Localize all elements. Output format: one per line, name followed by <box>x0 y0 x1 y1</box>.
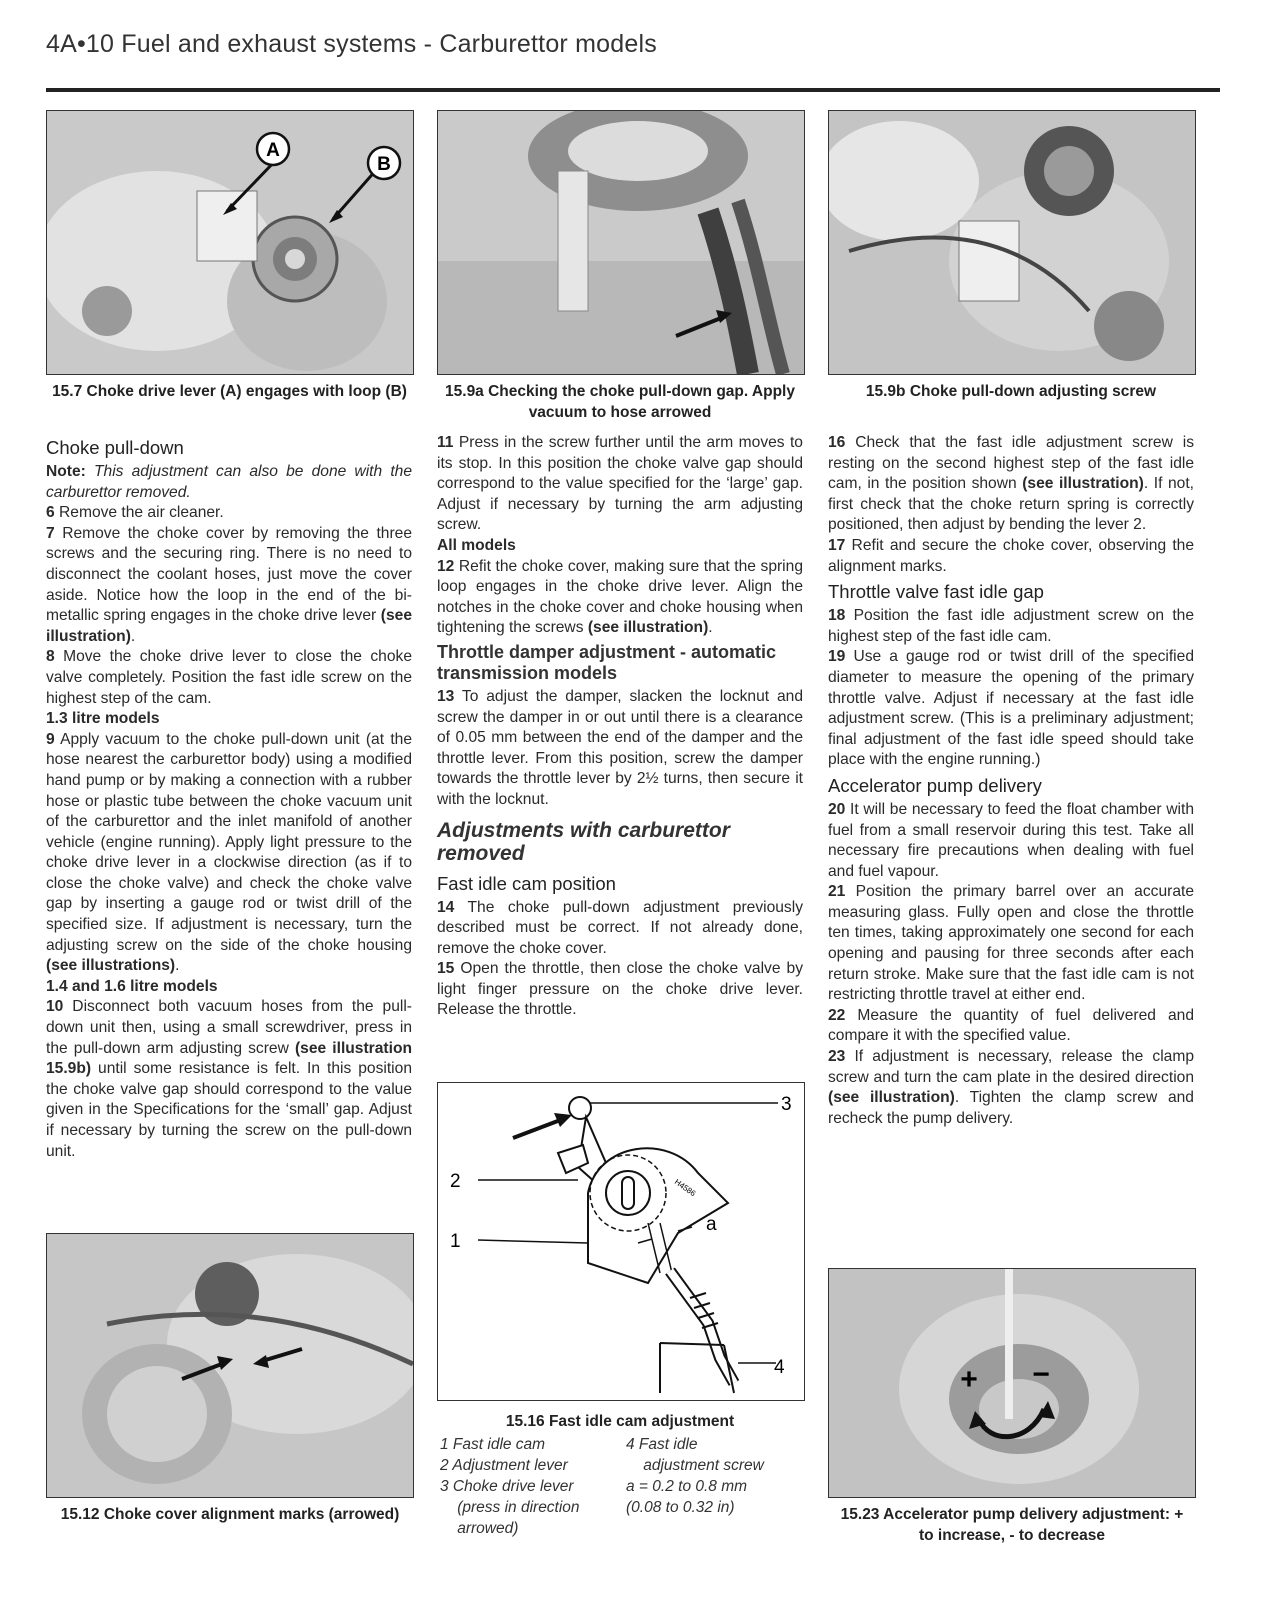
para-20 <box>828 800 1194 882</box>
para-text: Position the fast idle adjustment screw on the highest step of the fast idle cam. <box>828 607 1194 645</box>
label-1: 1 <box>450 1231 461 1252</box>
para-text: Open the throttle, then close the choke valve by light finger pressure on the choke drive lever. Release the throttle. <box>437 960 803 1019</box>
legend-item: (0.08 to 0.32 in) <box>626 1499 735 1516</box>
photo-15-23 <box>828 1268 1196 1498</box>
para-text: Use a gauge rod or twist drill of the specified diameter to measure the opening of the primary throttle valve. Adjust if necessary at the fast idle adjustment screw. (This is a preliminary adjustment; final adjustment of the fast idle speed should take place with the engine running.) <box>828 648 1194 769</box>
para-7 <box>46 524 412 648</box>
para-text: Apply vacuum to the choke pull-down unit (at the hose nearest the carburettor body) using a modified hand pump or by making a connection with a rubber hose or plastic tube between the choke vacuum unit of the carburettor and the inlet manifold of another vehicle (engine running). Apply light pressure to the choke drive lever in a clockwise direction (as if to close the choke valve) and check the choke valve gap by inserting a gauge rod or twist drill of the specified size. If adjustment is necessary, turn the adjusting screw on the side of the choke housing <box>46 730 412 954</box>
see-illustration-ref: (see illustration) <box>46 607 412 645</box>
heading-throttle-valve-gap: Throttle valve fast idle gap <box>828 581 1044 603</box>
para-text: Remove the choke cover by removing the three screws and the securing ring. There is no need to disconnect the coolant hoses, just move the cover aside. Notice how the loop in the end of the bi-metallic spring engages in the choke drive lever <box>46 524 412 625</box>
para-text: Measure the quantity of fuel delivered and compare it with the specified value. <box>828 1006 1194 1045</box>
label-4: 4 <box>774 1357 785 1378</box>
label-b: B <box>377 154 391 175</box>
column-3 <box>828 433 1194 1129</box>
para-text: Remove the air cleaner. <box>54 504 224 522</box>
para-10 <box>46 997 412 1162</box>
caption-15-23: 15.23 Accelerator pump delivery adjustment: + to increase, - to decrease <box>840 1506 1184 1544</box>
para-text: The choke pull-down adjustment previously described must be correct. If not already done, remove the choke cover. <box>437 898 803 957</box>
para-8 <box>46 647 412 709</box>
para-text-end: . If not, first check that the choke return spring is correctly positioned, then adjust by bending the lever 2. <box>828 475 1194 534</box>
para-14 <box>437 898 803 960</box>
para-number: 7 <box>46 524 55 542</box>
para-17 <box>828 536 1194 577</box>
legend-15-16-right <box>626 1434 806 1518</box>
column-1 <box>46 433 412 1162</box>
label-3: 3 <box>781 1094 792 1115</box>
para-19 <box>828 647 1194 771</box>
legend-item: a = 0.2 to 0.8 mm <box>626 1478 748 1495</box>
legend-item: 2 Adjustment lever <box>440 1457 568 1474</box>
para-number: 18 <box>828 607 846 625</box>
para-13 <box>437 687 803 811</box>
legend-item: 1 Fast idle cam <box>440 1436 546 1453</box>
caption-15-12: 15.12 Choke cover alignment marks (arrowed) <box>60 1506 400 1523</box>
label-a: a <box>706 1214 717 1235</box>
para-number: 21 <box>828 883 846 901</box>
legend-item: adjustment screw <box>626 1457 764 1474</box>
caption-15-9b: 15.9b Choke pull-down adjusting screw <box>865 383 1157 400</box>
para-6 <box>46 503 412 524</box>
para-text: Position the primary barrel over an accurate measuring glass. Fully open and close the throttle ten times, taking approximately one second for each opening and pausing for three seconds after each return stroke. Make sure that the fast idle cam is not restricting throttle travel at either end. <box>828 883 1194 1004</box>
see-illustration-ref: (see illustration) <box>1022 475 1144 493</box>
para-12 <box>437 557 803 639</box>
para-number: 17 <box>828 536 846 554</box>
column-2 <box>437 433 803 1021</box>
para-number: 6 <box>46 504 55 522</box>
label-a: A <box>266 140 280 161</box>
diagram-15-16 <box>437 1082 805 1401</box>
para-number: 10 <box>46 998 64 1016</box>
para-number: 22 <box>828 1006 846 1024</box>
photo-15-9b <box>828 110 1196 375</box>
para-18 <box>828 606 1194 647</box>
para-9 <box>46 730 412 977</box>
note-label: Note: <box>46 463 86 480</box>
header-rule <box>46 88 1220 92</box>
caption-15-7: 15.7 Choke drive lever (A) engages with loop (B) <box>52 383 407 400</box>
para-text: To adjust the damper, slacken the locknut and screw the damper in or out until there is a clearance of 0.05 mm between the end of the damper and the throttle lever. From this position, screw the damper towards the throttle lever by 2½ turns, then secure it with the locknut. <box>437 687 803 808</box>
plus-sign: + <box>960 1363 978 1396</box>
page-header: 4A•10 Fuel and exhaust systems - Carburettor models <box>46 30 657 58</box>
para-number: 9 <box>46 730 55 748</box>
para-15 <box>437 959 803 1021</box>
note <box>46 462 412 503</box>
heading-fast-idle-cam: Fast idle cam position <box>437 872 616 894</box>
para-text: Refit and secure the choke cover, observing the alignment marks. <box>828 536 1194 575</box>
para-number: 11 <box>437 434 454 451</box>
heading-accelerator-pump: Accelerator pump delivery <box>828 774 1042 796</box>
note-text: This adjustment can also be done with the carburettor removed. <box>46 463 412 501</box>
see-illustrations-ref: (see illustrations) <box>46 957 176 975</box>
para-text: Refit the choke cover, making sure that the spring loop engages in the choke drive lever. Align the notches in the choke cover and choke housing when tightening the screws <box>437 557 803 637</box>
para-text: Disconnect both vacuum hoses from the pull-down unit then, using a small screwdriver, press in the pull-down arm adjusting screw <box>46 998 412 1057</box>
photo-15-7 <box>46 110 414 375</box>
para-text: If adjustment is necessary, release the clamp screw and turn the cam plate in the desired direction <box>828 1048 1194 1086</box>
para-number: 8 <box>46 648 55 666</box>
para-text: Check that the fast idle adjustment screw is resting on the second highest step of the fast idle cam, in the position shown <box>828 434 1194 493</box>
photo-15-9a <box>437 110 805 375</box>
para-16 <box>828 433 1194 536</box>
para-21 <box>828 882 1194 1006</box>
para-22 <box>828 1006 1194 1047</box>
para-number: 20 <box>828 800 846 818</box>
legend-item: arrowed) <box>440 1520 519 1537</box>
see-illustration-ref: (see illustration) <box>828 1089 955 1107</box>
para-text-end: . <box>708 619 713 637</box>
para-text: Move the choke drive lever to close the choke valve completely. Position the fast idle screw on the highest step of the cam. <box>46 648 412 707</box>
para-text: It will be necessary to feed the float chamber with fuel from a small reservoir during this test. Take all necessary fire precautions when dealing with fuel and fuel vapour. <box>828 800 1194 880</box>
para-11 <box>437 433 803 536</box>
legend-item: (press in direction <box>440 1499 580 1516</box>
para-number: 23 <box>828 1048 846 1066</box>
para-number: 16 <box>828 434 846 451</box>
para-number: 15 <box>437 960 455 978</box>
see-illustration-ref: (see illustration 15.9b) <box>46 1039 412 1078</box>
see-illustration-ref: (see illustration) <box>587 619 709 637</box>
label-2: 2 <box>450 1171 461 1192</box>
legend-item: 4 Fast idle <box>626 1436 698 1453</box>
para-number: 14 <box>437 898 455 916</box>
para-number: 19 <box>828 648 846 666</box>
legend-15-16-left <box>440 1434 620 1539</box>
para-text-end: until some resistance is felt. In this position the choke valve gap should correspond to the value given in the Specifications for the ‘small’ gap. Adjust if necessary by turning the screw on the pull-down unit. <box>46 1060 412 1160</box>
subheading-1-4-1-6-litre: 1.4 and 1.6 litre models <box>46 977 218 995</box>
minus-sign: − <box>1032 1358 1050 1391</box>
caption-15-9a: 15.9a Checking the choke pull-down gap. Apply vacuum to hose arrowed <box>445 383 795 421</box>
para-text: Press in the screw further until the arm moves to its stop. In this position the choke valve gap should correspond to the value specified for the ‘large’ gap. Adjust if necessary by turning the arm adjusting screw. <box>437 434 803 534</box>
subheading-1-3-litre: 1.3 litre models <box>46 710 160 728</box>
para-text-end: . <box>130 627 136 645</box>
subheading-all-models: All models <box>437 536 516 554</box>
legend-item: 3 Choke drive lever <box>440 1478 574 1495</box>
para-number: 12 <box>437 557 455 575</box>
para-23 <box>828 1047 1194 1129</box>
caption-15-16: 15.16 Fast idle cam adjustment <box>505 1413 735 1430</box>
photo-15-12 <box>46 1233 414 1498</box>
para-number: 13 <box>437 687 455 705</box>
heading-throttle-damper: Throttle damper adjustment - automatic transmission models <box>437 641 777 683</box>
diagram-code: H4586 <box>672 1177 698 1199</box>
heading-choke-pull-down: Choke pull-down <box>46 437 184 458</box>
heading-adjustments-removed: Adjustments with carburettor removed <box>437 818 730 865</box>
para-text-end: . Tighten the clamp screw and recheck the pump delivery. <box>828 1089 1194 1127</box>
para-text-end: . <box>175 957 180 975</box>
